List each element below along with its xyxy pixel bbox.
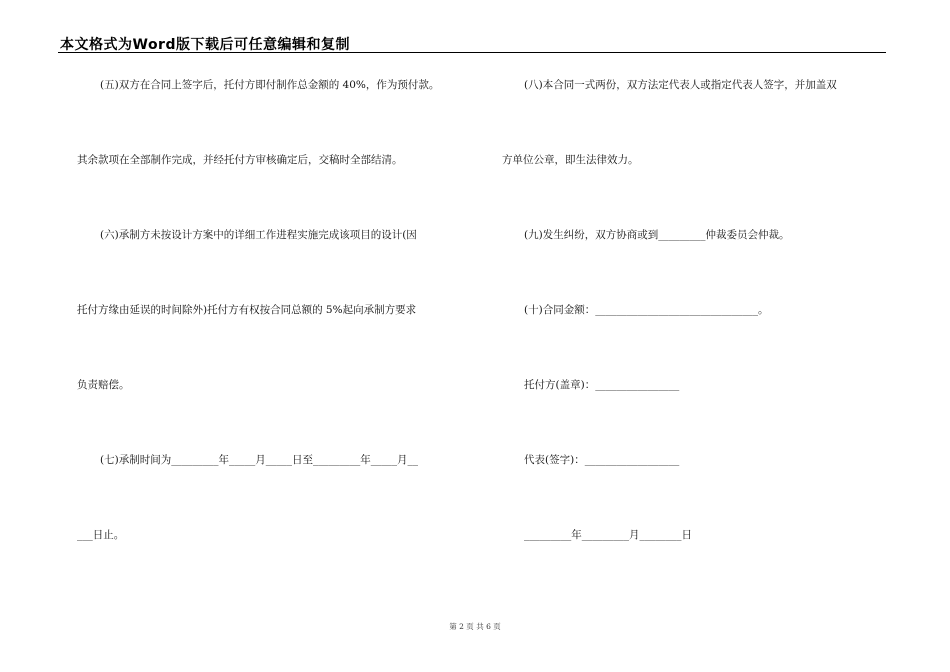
header-divider bbox=[58, 52, 886, 53]
clause-8-line-2: 方单位公章，即生法律效力。 bbox=[502, 154, 639, 166]
clause-9-line: (九)发生纠纷，双方协商或到_________仲裁委员会仲裁。 bbox=[524, 229, 790, 241]
clause-7-line-1: (七)承制时间为_________年_____月_____日至_________年_____月__ bbox=[100, 454, 418, 466]
date-line: _________年_________月________日 bbox=[524, 529, 692, 541]
clause-5-line-1: (五)双方在合同上签字后，托付方即付制作总金额的 40%，作为预付款。 bbox=[100, 79, 440, 91]
clause-6-line-2: 托付方缘由延误的时间除外)托付方有权按合同总额的 5%起向承制方要求 bbox=[77, 304, 417, 316]
clause-10-line: (十)合同金额：_______________________________。 bbox=[524, 304, 769, 316]
page-number: 第 2 页 共 6 页 bbox=[449, 622, 501, 631]
header-title: 本文格式为Word版下载后可任意编辑和复制 bbox=[60, 37, 350, 53]
client-seal-line: 托付方(盖章)：________________ bbox=[524, 379, 680, 391]
clause-6-line-1: (六)承制方未按设计方案中的详细工作进程实施完成该项目的设计(因 bbox=[100, 229, 417, 241]
clause-6-line-3: 负责赔偿。 bbox=[77, 379, 130, 391]
clause-5-line-2: 其余款项在全部制作完成，并经托付方审核确定后，交稿时全部结清。 bbox=[77, 154, 403, 166]
representative-signature-line: 代表(签字)：__________________ bbox=[524, 454, 680, 466]
clause-8-line-1: (八)本合同一式两份，双方法定代表人或指定代表人签字，并加盖双 bbox=[524, 79, 837, 91]
clause-7-line-2: ___日止。 bbox=[77, 529, 125, 541]
